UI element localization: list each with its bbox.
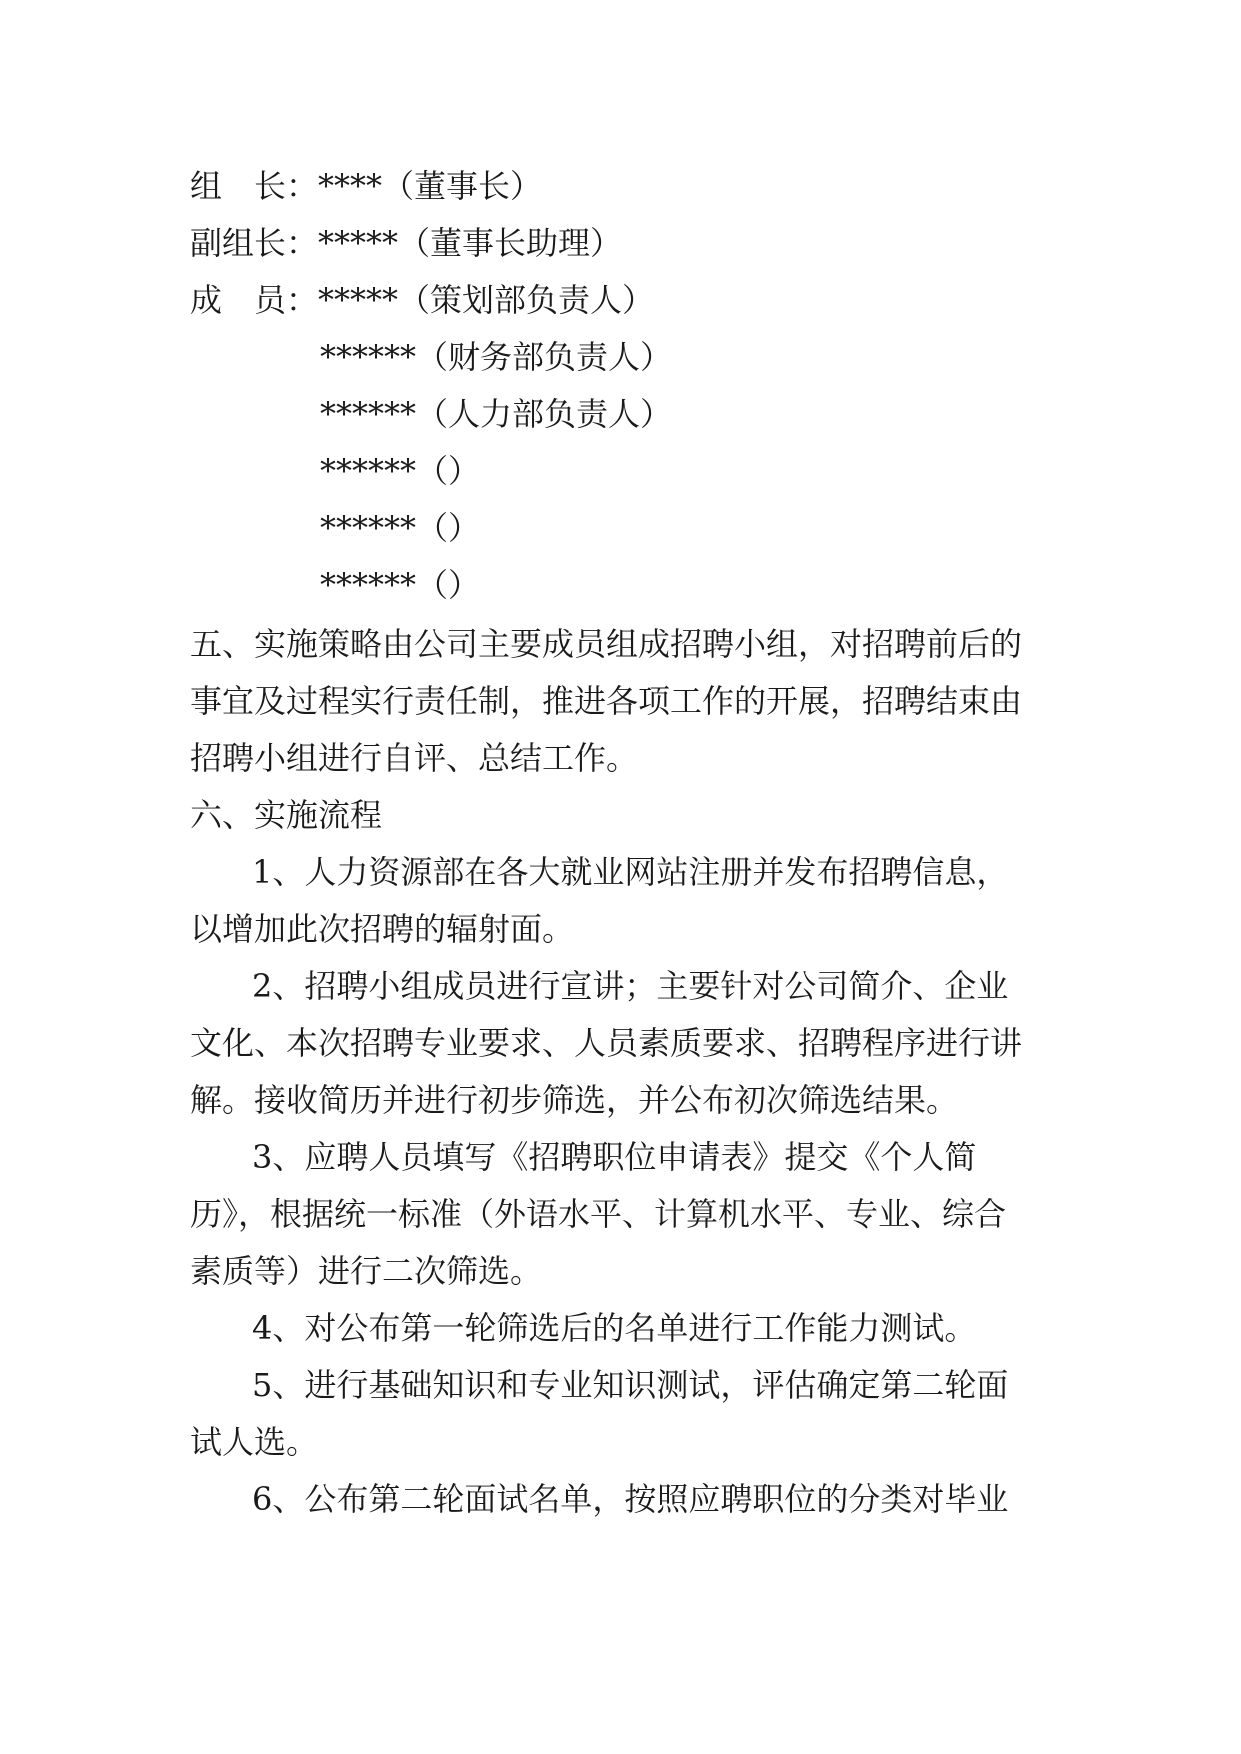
item3-line: 历》，根据统一标准（外语水平、计算机水平、专业、综合 (190, 1195, 1007, 1233)
item1-line: 以增加此次招聘的辐射面。 (190, 910, 575, 948)
item4-line: 4、对公布第一轮筛选后的名单进行工作能力测试。 (252, 1309, 977, 1347)
deputy-line: 副组长：*****（董事长助理） (190, 224, 623, 262)
item2-line: 2、招聘小组成员进行宣讲；主要针对公司简介、企业 (252, 967, 1009, 1005)
member-line: ******（） (320, 452, 481, 490)
item1-line: 1、人力资源部在各大就业网站注册并发布招聘信息， (252, 853, 1009, 891)
member-line: ******（财务部负责人） (320, 338, 673, 376)
section6-title: 六、实施流程 (190, 796, 383, 834)
member-line: ******（） (320, 566, 481, 604)
item5-line: 试人选。 (190, 1423, 319, 1461)
item2-line: 解。接收简历并进行初步筛选，并公布初次筛选结果。 (190, 1081, 959, 1119)
section5-line: 五、实施策略由公司主要成员组成招聘小组，对招聘前后的 (190, 625, 1023, 663)
member-line: ******（人力部负责人） (320, 395, 673, 433)
item5-line: 5、进行基础知识和专业知识测试，评估确定第二轮面 (252, 1366, 1009, 1404)
section5-line: 招聘小组进行自评、总结工作。 (190, 739, 639, 777)
item3-line: 素质等）进行二次筛选。 (190, 1252, 543, 1290)
section5-line: 事宜及过程实行责任制，推进各项工作的开展，招聘结束由 (190, 682, 1023, 720)
leader-line: 组 长：****（董事长） (190, 167, 543, 205)
item3-line: 3、应聘人员填写《招聘职位申请表》提交《个人简 (252, 1138, 977, 1176)
item2-line: 文化、本次招聘专业要求、人员素质要求、招聘程序进行讲 (190, 1024, 1023, 1062)
members-line: 成 员：*****（策划部负责人） (190, 281, 655, 319)
item6-line: 6、公布第二轮面试名单，按照应聘职位的分类对毕业 (252, 1480, 1009, 1518)
member-line: ******（） (320, 509, 481, 547)
